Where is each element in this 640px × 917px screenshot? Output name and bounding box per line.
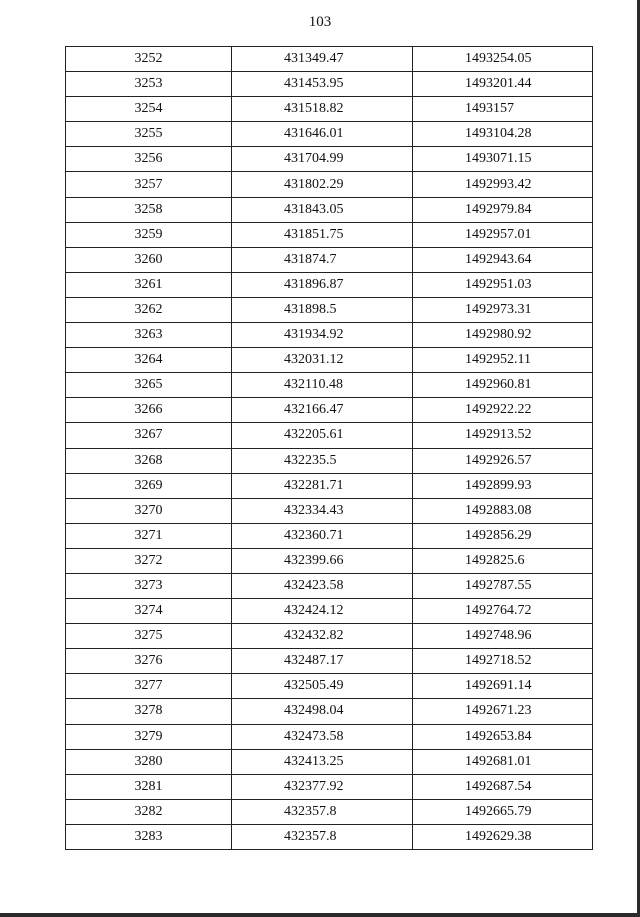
x-coordinate-cell: 432498.04 [232, 699, 413, 724]
point-id-cell: 3268 [66, 448, 232, 473]
table-row [66, 147, 593, 172]
y-coordinate-cell: 1492748.96 [413, 624, 593, 649]
y-coordinate-cell: 1492856.29 [413, 523, 593, 548]
table-row [66, 47, 593, 72]
table-row [66, 97, 593, 122]
x-coordinate-cell: 431802.29 [232, 172, 413, 197]
x-coordinate-cell: 432334.43 [232, 498, 413, 523]
x-coordinate-cell: 432166.47 [232, 398, 413, 423]
point-id-cell: 3270 [66, 498, 232, 523]
point-id-cell: 3266 [66, 398, 232, 423]
table-row [66, 674, 593, 699]
point-id-cell: 3282 [66, 799, 232, 824]
y-coordinate-cell: 1492952.11 [413, 348, 593, 373]
x-coordinate-cell: 431349.47 [232, 47, 413, 72]
table-row [66, 373, 593, 398]
x-coordinate-cell: 432399.66 [232, 548, 413, 573]
x-coordinate-cell: 432205.61 [232, 423, 413, 448]
table-row [66, 724, 593, 749]
point-id-cell: 3260 [66, 247, 232, 272]
point-id-cell: 3262 [66, 297, 232, 322]
y-coordinate-cell: 1492993.42 [413, 172, 593, 197]
y-coordinate-cell: 1492718.52 [413, 649, 593, 674]
point-id-cell: 3277 [66, 674, 232, 699]
y-coordinate-cell: 1492899.93 [413, 473, 593, 498]
x-coordinate-cell: 431934.92 [232, 323, 413, 348]
y-coordinate-cell: 1492825.6 [413, 548, 593, 573]
table-row [66, 799, 593, 824]
point-id-cell: 3264 [66, 348, 232, 373]
y-coordinate-cell: 1492764.72 [413, 599, 593, 624]
x-coordinate-cell: 432031.12 [232, 348, 413, 373]
y-coordinate-cell: 1492922.22 [413, 398, 593, 423]
y-coordinate-cell: 1492665.79 [413, 799, 593, 824]
y-coordinate-cell: 1493104.28 [413, 122, 593, 147]
table-row [66, 348, 593, 373]
x-coordinate-cell: 431898.5 [232, 297, 413, 322]
point-id-cell: 3259 [66, 222, 232, 247]
point-id-cell: 3276 [66, 649, 232, 674]
point-id-cell: 3275 [66, 624, 232, 649]
point-id-cell: 3263 [66, 323, 232, 348]
y-coordinate-cell: 1492681.01 [413, 749, 593, 774]
y-coordinate-cell: 1492951.03 [413, 272, 593, 297]
table-row [66, 573, 593, 598]
table-row [66, 649, 593, 674]
x-coordinate-cell: 431646.01 [232, 122, 413, 147]
x-coordinate-cell: 431518.82 [232, 97, 413, 122]
table-row [66, 247, 593, 272]
x-coordinate-cell: 432487.17 [232, 649, 413, 674]
table-row [66, 523, 593, 548]
x-coordinate-cell: 432432.82 [232, 624, 413, 649]
coordinate-table-body [66, 47, 593, 850]
x-coordinate-cell: 432235.5 [232, 448, 413, 473]
y-coordinate-cell: 1493201.44 [413, 72, 593, 97]
point-id-cell: 3269 [66, 473, 232, 498]
table-row [66, 423, 593, 448]
y-coordinate-cell: 1492943.64 [413, 247, 593, 272]
x-coordinate-cell: 431704.99 [232, 147, 413, 172]
y-coordinate-cell: 1492980.92 [413, 323, 593, 348]
point-id-cell: 3271 [66, 523, 232, 548]
table-row [66, 197, 593, 222]
point-id-cell: 3256 [66, 147, 232, 172]
coordinate-table [65, 46, 593, 850]
x-coordinate-cell: 432377.92 [232, 774, 413, 799]
point-id-cell: 3254 [66, 97, 232, 122]
point-id-cell: 3278 [66, 699, 232, 724]
point-id-cell: 3265 [66, 373, 232, 398]
point-id-cell: 3261 [66, 272, 232, 297]
x-coordinate-cell: 431874.7 [232, 247, 413, 272]
y-coordinate-cell: 1492629.38 [413, 824, 593, 849]
y-coordinate-cell: 1493157 [413, 97, 593, 122]
point-id-cell: 3258 [66, 197, 232, 222]
table-row [66, 297, 593, 322]
y-coordinate-cell: 1492926.57 [413, 448, 593, 473]
y-coordinate-cell: 1493071.15 [413, 147, 593, 172]
point-id-cell: 3252 [66, 47, 232, 72]
table-row [66, 624, 593, 649]
x-coordinate-cell: 432505.49 [232, 674, 413, 699]
x-coordinate-cell: 432281.71 [232, 473, 413, 498]
table-row [66, 172, 593, 197]
y-coordinate-cell: 1492691.14 [413, 674, 593, 699]
point-id-cell: 3253 [66, 72, 232, 97]
x-coordinate-cell: 431851.75 [232, 222, 413, 247]
point-id-cell: 3257 [66, 172, 232, 197]
y-coordinate-cell: 1493254.05 [413, 47, 593, 72]
x-coordinate-cell: 432357.8 [232, 824, 413, 849]
x-coordinate-cell: 431896.87 [232, 272, 413, 297]
point-id-cell: 3273 [66, 573, 232, 598]
y-coordinate-cell: 1492653.84 [413, 724, 593, 749]
table-row [66, 498, 593, 523]
x-coordinate-cell: 432360.71 [232, 523, 413, 548]
point-id-cell: 3255 [66, 122, 232, 147]
point-id-cell: 3279 [66, 724, 232, 749]
scan-edge-bottom [0, 913, 640, 917]
table-row [66, 323, 593, 348]
table-row [66, 448, 593, 473]
x-coordinate-cell: 431453.95 [232, 72, 413, 97]
y-coordinate-cell: 1492960.81 [413, 373, 593, 398]
point-id-cell: 3283 [66, 824, 232, 849]
point-id-cell: 3280 [66, 749, 232, 774]
table-row [66, 599, 593, 624]
y-coordinate-cell: 1492687.54 [413, 774, 593, 799]
table-row [66, 122, 593, 147]
table-row [66, 699, 593, 724]
point-id-cell: 3267 [66, 423, 232, 448]
page-number: 103 [308, 14, 332, 30]
x-coordinate-cell: 431843.05 [232, 197, 413, 222]
table-row [66, 824, 593, 849]
x-coordinate-cell: 432357.8 [232, 799, 413, 824]
y-coordinate-cell: 1492957.01 [413, 222, 593, 247]
table-row [66, 749, 593, 774]
table-row [66, 222, 593, 247]
x-coordinate-cell: 432413.25 [232, 749, 413, 774]
y-coordinate-cell: 1492973.31 [413, 297, 593, 322]
y-coordinate-cell: 1492671.23 [413, 699, 593, 724]
x-coordinate-cell: 432423.58 [232, 573, 413, 598]
x-coordinate-cell: 432110.48 [232, 373, 413, 398]
y-coordinate-cell: 1492979.84 [413, 197, 593, 222]
y-coordinate-cell: 1492913.52 [413, 423, 593, 448]
x-coordinate-cell: 432424.12 [232, 599, 413, 624]
table-row [66, 272, 593, 297]
y-coordinate-cell: 1492787.55 [413, 573, 593, 598]
table-row [66, 398, 593, 423]
table-row [66, 774, 593, 799]
point-id-cell: 3281 [66, 774, 232, 799]
table-row [66, 548, 593, 573]
table-row [66, 473, 593, 498]
point-id-cell: 3274 [66, 599, 232, 624]
x-coordinate-cell: 432473.58 [232, 724, 413, 749]
point-id-cell: 3272 [66, 548, 232, 573]
table-row [66, 72, 593, 97]
y-coordinate-cell: 1492883.08 [413, 498, 593, 523]
